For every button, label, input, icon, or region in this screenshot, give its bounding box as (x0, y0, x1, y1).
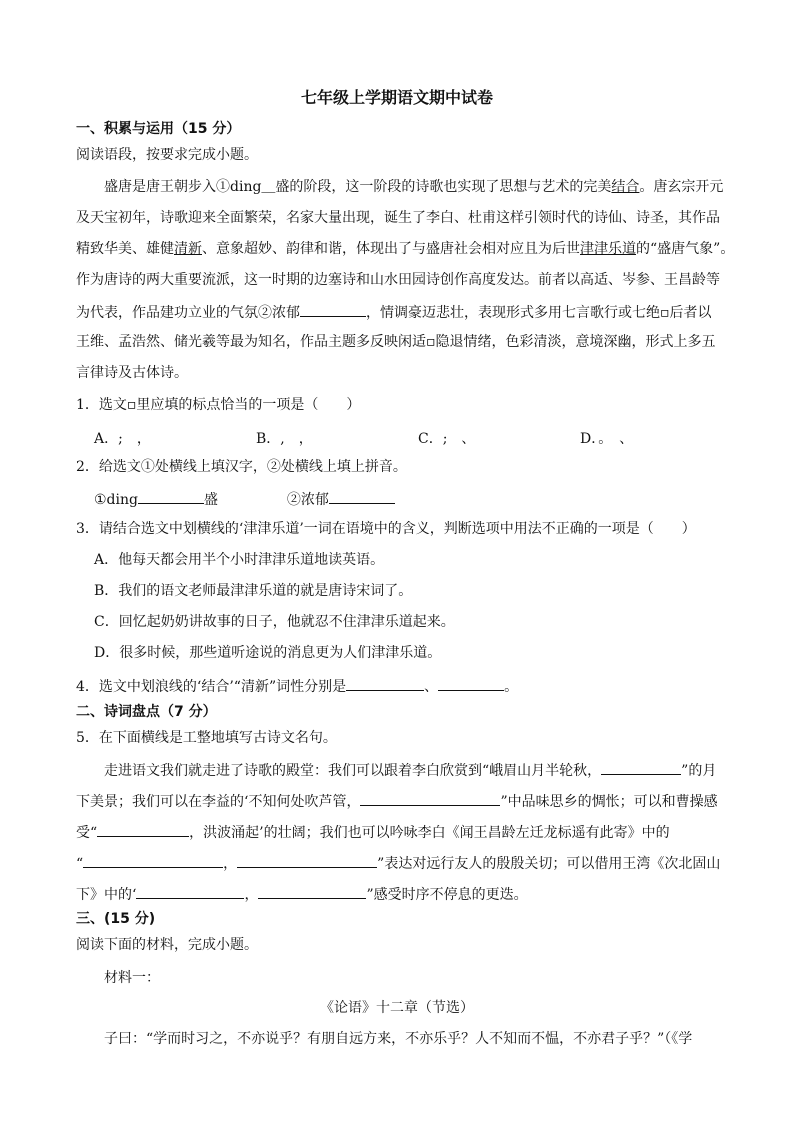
answer-blank-q2a[interactable] (138, 489, 204, 504)
passage-line-7: 言律诗及古体诗。 (76, 365, 188, 381)
lunyu-quote: 子曰：“学而时习之，不亦说乎？有朋自远方来，不亦乐乎？人不知而不愠，不亦君子乎？”（《学 (104, 1031, 693, 1047)
material-label: 材料一： (104, 970, 160, 986)
answer-blank-q4b[interactable] (438, 676, 504, 691)
section-heading-1: 一、积累与运用（15 分） (76, 121, 241, 137)
answer-blank-q4a[interactable] (346, 676, 424, 691)
question-4: 4．选文中划浪线的‘结合’“清新”词性分别是 、 。 (76, 676, 518, 696)
wavy-term-qingxin: 清新 (174, 241, 202, 257)
option-a[interactable]: A．; ， (94, 431, 151, 447)
answer-blank-p1[interactable] (601, 760, 681, 775)
material-heading: 《论语》十二章（节选） (320, 1000, 474, 1016)
answer-blank-p3[interactable] (97, 822, 189, 837)
reading-instruction-3: 阅读下面的材料，完成小题。 (76, 937, 258, 953)
poem-line-5: 下》中的‘ ， ”感受时序不停息的更迭。 (76, 884, 528, 904)
passage-line-3: 精致华美、雄健清新、意象超妙、韵律和谐，体现出了与盛唐社会相对应且为后世津津乐道的“盛唐气象”。 (76, 241, 735, 257)
question-5: 5．在下面横线是工整地填写古诗文名句。 (76, 730, 337, 746)
wavy-term-jiehe: 结合 (611, 179, 640, 195)
passage-line-4: 作为唐诗的两大重要流派，这一时期的边塞诗和山水田园诗创作高度发达。前者以高适、岑参、王昌龄等 (76, 272, 720, 288)
passage-line-5: 为代表，作品建功立业的气氛②浓郁 ，情调豪迈悲壮，表现形式多用七言歌行或七绝▫后者以 (76, 302, 712, 322)
section-heading-2: 二、诗词盘点（7 分） (76, 704, 217, 720)
question-3: 3．请结合选文中划横线的‘津津乐道’一词在语境中的含义，判断选项中用法不正确的一项是（ ） (76, 521, 696, 537)
answer-blank-p4b[interactable] (237, 853, 377, 868)
option-b[interactable]: B．, ， (256, 431, 313, 447)
question-2-blanks: ①ding 盛 ②浓郁 (94, 489, 395, 509)
q3-option-d[interactable]: D．很多时候，那些道听途说的消息更为人们津津乐道。 (94, 645, 442, 661)
poem-line-3: 受“ ，洪波涌起’的壮阔；我们也可以吟咏李白《闻王昌龄左迁龙标遥有此寄》中的 (76, 822, 670, 842)
question-1-options (94, 428, 694, 446)
q3-option-b[interactable]: B．我们的语文老师最津津乐道的就是唐诗宋词了。 (94, 583, 413, 599)
underlined-term-jinjinledao: 津津乐道 (580, 241, 636, 257)
answer-blank-q2b[interactable] (329, 489, 395, 504)
answer-blank-p5a[interactable] (136, 884, 244, 899)
option-d[interactable]: D．。 、 (580, 431, 634, 447)
answer-blank-p4a[interactable] (83, 853, 223, 868)
answer-blank-p5b[interactable] (258, 884, 366, 899)
section-heading-3: 三、(15 分) (76, 911, 156, 927)
poem-line-4: “ ， ”表达对远行友人的殷殷关切；可以借用王湾《次北固山 (76, 853, 720, 873)
q3-option-c[interactable]: C．回忆起奶奶讲故事的日子，他就忍不住津津乐道起来。 (94, 614, 455, 630)
question-2: 2．给选文①处横线上填汉字，②处横线上填上拼音。 (76, 459, 407, 475)
page-title: 七年级上学期语文期中试卷 (300, 88, 493, 107)
poem-line-1: 走进语文我们就走进了诗歌的殿堂：我们可以跟着李白欣赏到“峨眉山月半轮秋， ”的月 (104, 760, 716, 780)
passage-line-1: 盛唐是唐王朝步入①ding＿盛的阶段，这一阶段的诗歌也实现了思想与艺术的完美结合。唐玄宗开元 (104, 179, 724, 195)
passage-line-6: 王维、孟浩然、储光羲等最为知名，作品主题多反映闲适▫隐退情绪，色彩清淡，意境深幽，形式上多五 (76, 334, 716, 350)
question-1: 1．选文▫里应填的标点恰当的一项是（ ） (76, 397, 361, 413)
q3-option-a[interactable]: A．他每天都会用半个小时津津乐道地读英语。 (94, 552, 385, 568)
option-c[interactable]: C．; 、 (418, 431, 476, 447)
passage-line-2: 及天宝初年，诗歌迎来全面繁荣，名家大量出现，诞生了李白、杜甫这样引领时代的诗仙、诗圣，其作品 (76, 210, 720, 226)
answer-blank-p2[interactable] (360, 791, 500, 806)
answer-blank-2[interactable] (300, 302, 366, 317)
poem-line-2: 下美景；我们可以在李益的‘不知何处吹芦管， ”中品味思乡的惆怅；可以和曹操感 (76, 791, 718, 811)
reading-instruction: 阅读语段，按要求完成小题。 (76, 147, 258, 163)
